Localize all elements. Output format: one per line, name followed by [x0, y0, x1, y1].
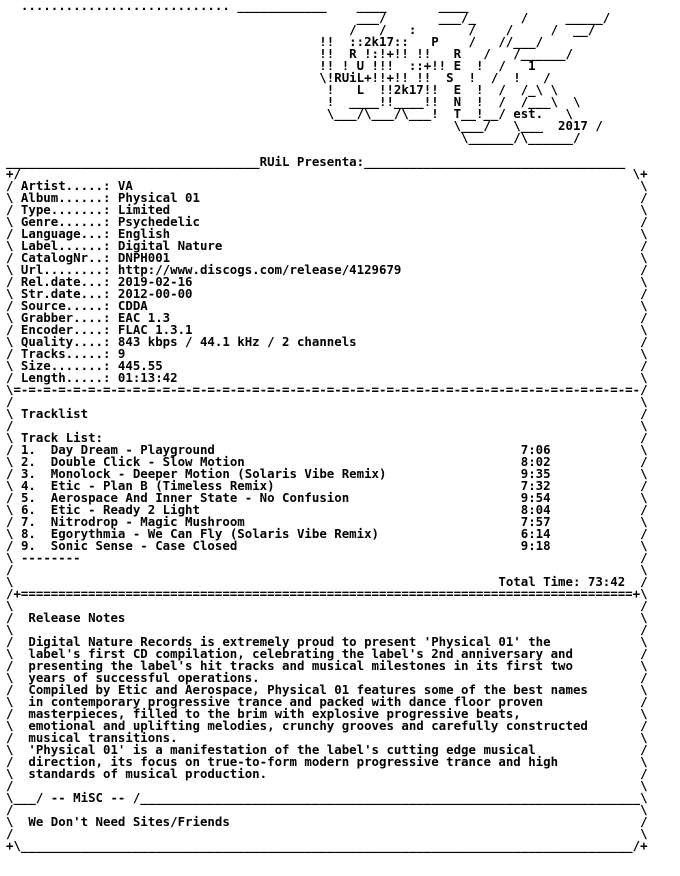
nfo-line: / \	[6, 562, 648, 577]
release-note: / presenting the label's hit tracks and musical milestones in its first two \	[6, 658, 648, 673]
track-title: Monolock - Deeper Motion (Solaris Vibe Remix)	[50, 466, 387, 481]
track-row: / 9. Sonic Sense - Case Closed 9:18 \	[6, 538, 648, 553]
info-length: 01:13:42	[117, 370, 178, 385]
release-note: / direction, its focus on true-to-form modern progressive trance and high \	[6, 754, 648, 769]
track-time: 9:35	[520, 466, 551, 481]
header-art-line: __________________________________RUiL Presenta:___________________________________	[6, 154, 626, 169]
header-art-line: ___/ ___/_ / _____/	[6, 10, 611, 25]
info-row: / Tracks.....: 9 \	[6, 346, 648, 361]
info-row: \ Quality....: 843 kbps / 44.1 kHz / 2 channels /	[6, 334, 648, 349]
info-type: Limited	[117, 202, 171, 217]
track-number: 3.	[20, 466, 36, 481]
misc-header: \___/ -- MiSC -- /___________________________________________________________________\	[6, 790, 648, 805]
info-catalog-nr: DNPH001	[117, 250, 171, 265]
track-title: Etic - Ready 2 Light	[50, 502, 200, 517]
track-number: 2.	[20, 454, 36, 469]
track-title: Day Dream - Playground	[50, 442, 215, 457]
info-row: \ Str.date...: 2012-00-00 /	[6, 286, 648, 301]
info-tracks: 9	[117, 346, 126, 361]
header-art-line: \!RUiL+!!+!! !! S ! / ! /	[6, 70, 551, 85]
release-note: \ in contemporary progressive trance and packed with dance floor proven /	[6, 694, 648, 709]
release-note: / Compiled by Etic and Aerospace, Physical 01 features some of the best names \	[6, 682, 648, 697]
nfo-line: \ -------- /	[6, 550, 648, 565]
info-label: Digital Nature	[117, 238, 223, 253]
release-notes-line: masterpieces, filled to the brim with explosive progressive beats,	[28, 706, 521, 721]
track-row: \ 6. Etic - Ready 2 Light 8:04 /	[6, 502, 648, 517]
tracklist-title: Tracklist	[20, 406, 89, 421]
release-note: \ 'Physical 01' is a manifestation of the label's cutting edge musical /	[6, 742, 648, 757]
nfo-line: \ Track List: /	[6, 430, 648, 445]
release-notes-line: in contemporary progressive trance and packed with dance floor proven	[28, 694, 544, 709]
info-genre: Psychedelic	[117, 214, 200, 229]
track-row: / 1. Day Dream - Playground 7:06 \	[6, 442, 648, 457]
info-row: \ Size.......: 445.55 /	[6, 358, 648, 373]
release-notes-line: years of successful operations.	[28, 670, 260, 685]
frame-top: +/ \+	[6, 166, 648, 181]
track-title: Aerospace And Inner State - No Confusion	[50, 490, 350, 505]
header-art-line: ! L !!2k17!! E ! / /_\ \	[6, 82, 559, 97]
info-row: / Length.....: 01:13:42 \	[6, 370, 648, 385]
section-title: / Release Notes \	[6, 610, 648, 625]
header-art-line: \______/\______/	[6, 130, 581, 145]
track-row: / 7. Nitrodrop - Magic Mushroom 7:57 \	[6, 514, 648, 529]
header-art-line: ............................ ____________ ____ ____	[6, 0, 469, 13]
header-art-line: !! ! U !!! ::+!! E ! / 1	[6, 58, 536, 73]
track-title: Nitrodrop - Magic Mushroom	[50, 514, 245, 529]
release-notes-line: direction, its focus on true-to-form modern progressive trance and high	[28, 754, 559, 769]
track-title: Etic - Plan B (Timeless Remix)	[50, 478, 275, 493]
nfo-line: / \	[6, 778, 648, 793]
section-title: \ Tracklist /	[6, 406, 648, 421]
info-size: 445.55	[117, 358, 163, 373]
tracks-end: --------	[20, 550, 81, 565]
release-notes-line: musical transitions.	[28, 730, 178, 745]
release-note: / masterpieces, filled to the brim with explosive progressive beats, \	[6, 706, 648, 721]
track-time: 6:14	[520, 526, 551, 541]
info-quality: 843 kbps / 44.1 kHz / 2 channels	[117, 334, 357, 349]
nfo-line: / \	[6, 826, 648, 841]
release-notes-line: emotional and uplifting melodies, crunchy grooves and carefully constructed	[28, 718, 588, 733]
release-note: \ emotional and uplifting melodies, crunchy grooves and carefully constructed /	[6, 718, 648, 733]
separator: \=-=-=-=-=-=-=-=-=-=-=-=-=-=-=-=-=-=-=-=-=-=-=-=-=-=-=-=-=-=-=-=-=-=-=-=-=-=-=-=-=-=-/	[6, 382, 648, 397]
total-time: Total Time: 73:42	[498, 574, 626, 589]
header-art-line: !! ::2k17:: P / //___/	[6, 34, 544, 49]
track-row: / 3. Monolock - Deeper Motion (Solaris Vibe Remix) 9:35 \	[6, 466, 648, 481]
track-time: 7:32	[520, 478, 551, 493]
release-note: \ label's first CD compilation, celebrating the label's 2nd anniversary and /	[6, 646, 648, 661]
track-title: Egorythmia - We Can Fly (Solaris Vibe Remix)	[50, 526, 380, 541]
info-url: http://www.discogs.com/release/4129679	[117, 262, 402, 277]
header-art-line: !! R !:!+!! !! R / /______/	[6, 46, 573, 61]
header-art-line: / / : / / / __/	[6, 22, 596, 37]
track-number: 6.	[20, 502, 36, 517]
info-row: / Type.......: Limited \	[6, 202, 648, 217]
release-notes-line: label's first CD compilation, celebrating the label's 2nd anniversary and	[28, 646, 573, 661]
nfo-document	[6, 0, 648, 852]
track-row: \ 2. Double Click - Slow Motion 8:02 /	[6, 454, 648, 469]
track-time: 9:18	[520, 538, 551, 553]
misc-text: We Don't Need Sites/Friends	[28, 814, 230, 829]
header-art-line: \___/\___/\___! T__!__/ est. \	[6, 106, 573, 121]
release-notes-line: Digital Nature Records is extremely proud to present 'Physical 01' the	[28, 634, 551, 649]
track-title: Sonic Sense - Case Closed	[50, 538, 238, 553]
nfo-line: \ We Don't Need Sites/Friends /	[6, 814, 648, 829]
track-row: \ 8. Egorythmia - We Can Fly (Solaris Vibe Remix) 6:14 /	[6, 526, 648, 541]
nfo-line: / \	[6, 394, 648, 409]
header-art-line: ! ____!!____!! N ! / /___\ \	[6, 94, 581, 109]
release-notes-title: Release Notes	[28, 610, 126, 625]
info-row: / Encoder....: FLAC 1.3.1 \	[6, 322, 648, 337]
nfo-line: \ /	[6, 622, 648, 637]
release-notes-line: presenting the label's hit tracks and musical milestones in its first two	[28, 658, 573, 673]
info-encoder: FLAC 1.3.1	[117, 322, 193, 337]
nfo-line: / \	[6, 802, 648, 817]
info-row: / CatalogNr..: DNPH001 \	[6, 250, 648, 265]
track-row: / 5. Aerospace And Inner State - No Confusion 9:54 \	[6, 490, 648, 505]
info-artist: VA	[117, 178, 133, 193]
info-row: / Artist.....: VA \	[6, 178, 648, 193]
track-time: 8:04	[520, 502, 551, 517]
track-number: 9.	[20, 538, 36, 553]
info-row: / Source.....: CDDA \	[6, 298, 648, 313]
track-time: 7:57	[520, 514, 551, 529]
total-row: \ Total Time: 73:42 /	[6, 574, 648, 589]
info-row: / Rel.date...: 2019-02-16 \	[6, 274, 648, 289]
track-time: 9:54	[520, 490, 551, 505]
track-number: 8.	[20, 526, 36, 541]
info-row: \ Album......: Physical 01 /	[6, 190, 648, 205]
release-notes-line: 'Physical 01' is a manifestation of the label's cutting edge musical	[28, 742, 536, 757]
nfo-line: / \	[6, 418, 648, 433]
release-note: / Digital Nature Records is extremely proud to present 'Physical 01' the \	[6, 634, 648, 649]
info-grabber: EAC 1.3	[117, 310, 171, 325]
release-note: / musical transitions. \	[6, 730, 648, 745]
release-notes-line: Compiled by Etic and Aerospace, Physical 01 features some of the best names	[28, 682, 588, 697]
release-note: \ standards of musical production. /	[6, 766, 648, 781]
track-number: 4.	[20, 478, 36, 493]
header-art-line: \___/ \___ 2017 /	[6, 118, 603, 133]
release-notes-line: standards of musical production.	[28, 766, 268, 781]
track-time: 7:06	[520, 442, 551, 457]
info-row: / Language...: English \	[6, 226, 648, 241]
info-rel-date: 2019-02-16	[117, 274, 193, 289]
track-list-label: Track List:	[20, 430, 103, 445]
track-number: 7.	[20, 514, 36, 529]
info-album: Physical 01	[117, 190, 200, 205]
track-row: \ 4. Etic - Plan B (Timeless Remix) 7:32 /	[6, 478, 648, 493]
release-note: \ years of successful operations. /	[6, 670, 648, 685]
info-str-date: 2012-00-00	[117, 286, 193, 301]
track-number: 5.	[20, 490, 36, 505]
frame-bottom: +\__________________________________________________________________________________/+	[6, 838, 648, 853]
nfo-line: \ /	[6, 598, 648, 613]
info-row: \ Genre......: Psychedelic /	[6, 214, 648, 229]
info-source: CDDA	[117, 298, 148, 313]
track-number: 1.	[20, 442, 36, 457]
info-row: \ Grabber....: EAC 1.3 /	[6, 310, 648, 325]
info-language: English	[117, 226, 171, 241]
header-art	[6, 132, 648, 144]
info-row: \ Label......: Digital Nature /	[6, 238, 648, 253]
misc-title: -- MiSC --	[50, 790, 126, 805]
track-time: 8:02	[520, 454, 551, 469]
separator: /+==================================================================================+\	[6, 586, 648, 601]
track-title: Double Click - Slow Motion	[50, 454, 245, 469]
info-row: \ Url........: http://www.discogs.com/release/4129679 /	[6, 262, 648, 277]
